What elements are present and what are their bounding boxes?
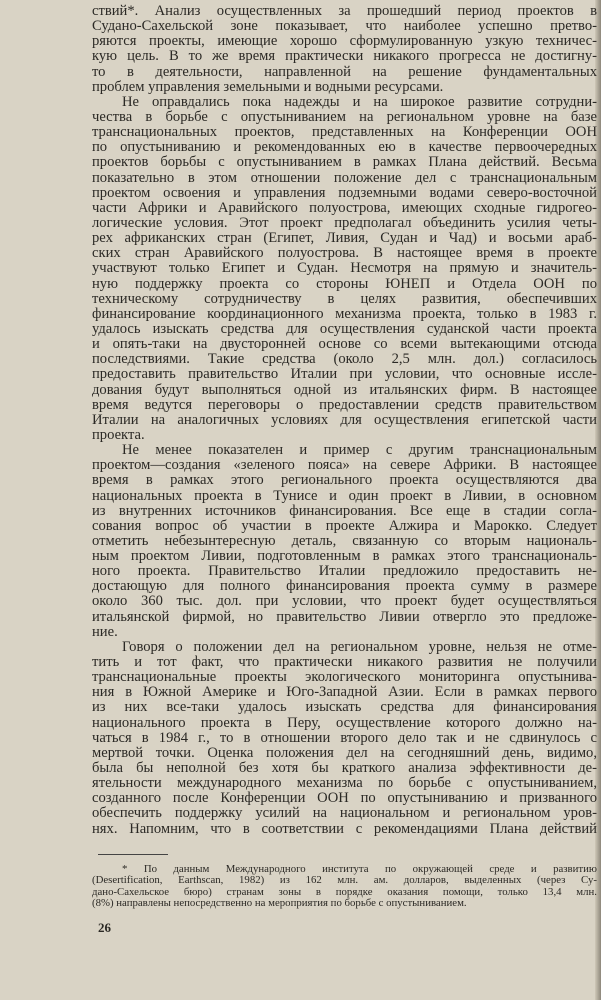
text-line: чаться в 1984 г., то в отношении второго дело так и не сдвинулось с — [92, 729, 597, 746]
text-line: дования будут выполняться одной из итальянских фирм. В настоящее — [92, 381, 597, 398]
text-line: транснациональные проекты экологического мониторинга опустынива- — [92, 669, 597, 686]
text-line: и опять-таки на двусторонней основе со всеми вытекающими отсюда — [92, 336, 597, 353]
footnote-line: * По данным Международного института по окружающей среде и развитию — [122, 863, 597, 875]
text-line: время в рамках этого регионального проекта осуществляются два — [92, 472, 597, 489]
paragraph — [92, 443, 597, 640]
text-line: из внутренних источников финансирования. Все еще в стадии согла- — [92, 502, 597, 519]
text-line: около 360 тыс. дол. при условии, что проект будет осуществляться — [92, 593, 597, 610]
text-line: ряются проекты, имеющие хорошо сформулированную узкую техничес- — [92, 33, 597, 50]
text-line: достающую для полного финансирования проекта сумму в размере — [92, 578, 597, 595]
text-line: итальянской фирмой, но правительство Ливии отвергло это предложе- — [92, 608, 597, 625]
text-line: чества в борьбе с опустыниванием на региональном уровне на базе — [92, 108, 597, 125]
text-line: проектом освоения и управления подземными водами северо-восточной — [92, 184, 597, 201]
footnote — [92, 864, 597, 909]
text-line: логические условия. Этот проект предполагал объединить усилия четы- — [92, 214, 597, 231]
text-line: Не менее показателен и пример с другим транснациональным — [122, 442, 597, 459]
text-line: национальных проекта в Тунисе и один проект в Ливии, в основном — [92, 487, 597, 504]
text-line: Не оправдались пока надежды и на широкое развитие сотрудни- — [122, 93, 597, 110]
text-line: ских стран Аравийского полуострова. В настоящее время в проекте — [92, 245, 597, 262]
text-line: то в деятельности, направленной на решение фундаментальных — [92, 63, 597, 80]
text-line: предоставить правительство Италии при условии, что основные иссле- — [92, 366, 597, 383]
footnote-line: дано-Сахельское бюро) странам зоны в порядке оказания помощи, только 13,4 млн. — [92, 885, 597, 898]
text-line: нях. Напомним, что в соответствии с рекомендациями Плана действий — [92, 820, 597, 837]
text-line: финансирование координационного механизма проекта, только в 1983 г. — [92, 305, 597, 322]
text-line: время ведутся переговоры о предоставлении средств правительством — [92, 396, 597, 413]
paragraph — [92, 4, 597, 95]
text-line: ного проекта. Правительство Италии предложило предоставить не- — [92, 563, 597, 580]
text-line: сования вопрос об участии в проекте Алжира и Марокко. Следует — [92, 517, 597, 534]
text-line: тить и тот факт, что практически никакого развития не получили — [92, 654, 597, 671]
footnote-line: (8%) направлены непосредственно на мероприятия по борьбе с опустыниванием. — [92, 896, 467, 909]
text-line: части Африки и Аравийского полуострова, имеющих сходные гидрогео- — [92, 199, 597, 216]
paragraph — [92, 95, 597, 443]
text-line: техническому сотрудничеству в целях развития, обеспечивших — [92, 290, 597, 307]
text-line: транснациональных проектов, представленных на Конференции ООН — [92, 124, 597, 141]
text-line: мертвой точки. Оценка положения дел на сегодняшний день, видимо, — [92, 744, 597, 761]
text-line: участвуют только Египет и Судан. Несмотря на прямую и значитель- — [92, 260, 597, 277]
text-line: рех африканских стран (Египет, Ливия, Судан и Чад) и восьми араб- — [92, 230, 597, 247]
text-line: ние. — [92, 623, 118, 640]
text-line: проектов борьбы с опустыниванием в рамках Плана действий. Весьма — [92, 154, 597, 171]
text-line: показательно в этом отношении положение дел с транснациональным — [92, 169, 597, 186]
text-line: ствий*. Анализ осуществленных за прошедший период проектов в — [92, 3, 597, 19]
footnote-line: (Desertification, Earthscan, 1982) из 162 млн. ам. долларов, выделенных (через Су- — [92, 874, 597, 887]
text-line: удалось изыскать средства для осуществления суданской части проекта — [92, 320, 597, 337]
text-line: ятельности международного механизма по борьбе с опустыниванием, — [92, 775, 597, 792]
text-line: проекта. — [92, 426, 145, 443]
text-line: отметить небезынтересную деталь, связанную со вторым националь- — [92, 532, 597, 549]
text-line: Говоря о положении дел на региональном уровне, нельзя не отме- — [122, 638, 597, 655]
page-number: 26 — [98, 920, 111, 935]
text-line: проблем управления земельными и водными ресурсами. — [92, 78, 444, 95]
body-text — [92, 4, 597, 837]
text-line: Италии на аналогичных условиях для осуществления египетской части — [92, 411, 597, 428]
text-line: ния в Южной Америке и Юго-Западной Азии. Если в рамках первого — [92, 684, 597, 701]
text-line: последствиями. Такие средства (около 2,5 млн. дол.) согласилось — [92, 351, 597, 368]
text-line: проектом—создания «зеленого пояса» на севере Африки. В настоящее — [92, 457, 597, 474]
text-line: созданного после Конференции ООН по опустыниванию и призванного — [92, 790, 597, 807]
paragraph — [92, 640, 597, 837]
text-line: по опустыниванию и рекомендованных ею в качестве первоочередных — [92, 139, 597, 156]
text-line: кую цель. В то же время практически никакого прогресса не достигну- — [92, 48, 597, 65]
text-line: ным проектом Ливии, подготовленным в рамках этого транснациональ- — [92, 548, 597, 565]
text-line: ную поддержку проекта со стороны ЮНЕП и Отдела ООН по — [92, 275, 597, 292]
text-line: была бы неполной без хотя бы краткого анализа эффективности де- — [92, 760, 597, 777]
text-line: Судано-Сахельской зоне показывает, что наиболее успешно претво- — [92, 18, 597, 35]
footnote-divider — [98, 854, 168, 855]
text-line: национального проекта в Перу, осуществление которого должно на- — [92, 714, 597, 731]
text-line: обеспечить поддержку усилий на национальном и региональном уров- — [92, 805, 597, 822]
text-line: из них все-таки удалось изыскать средства для финансирования — [92, 699, 597, 716]
